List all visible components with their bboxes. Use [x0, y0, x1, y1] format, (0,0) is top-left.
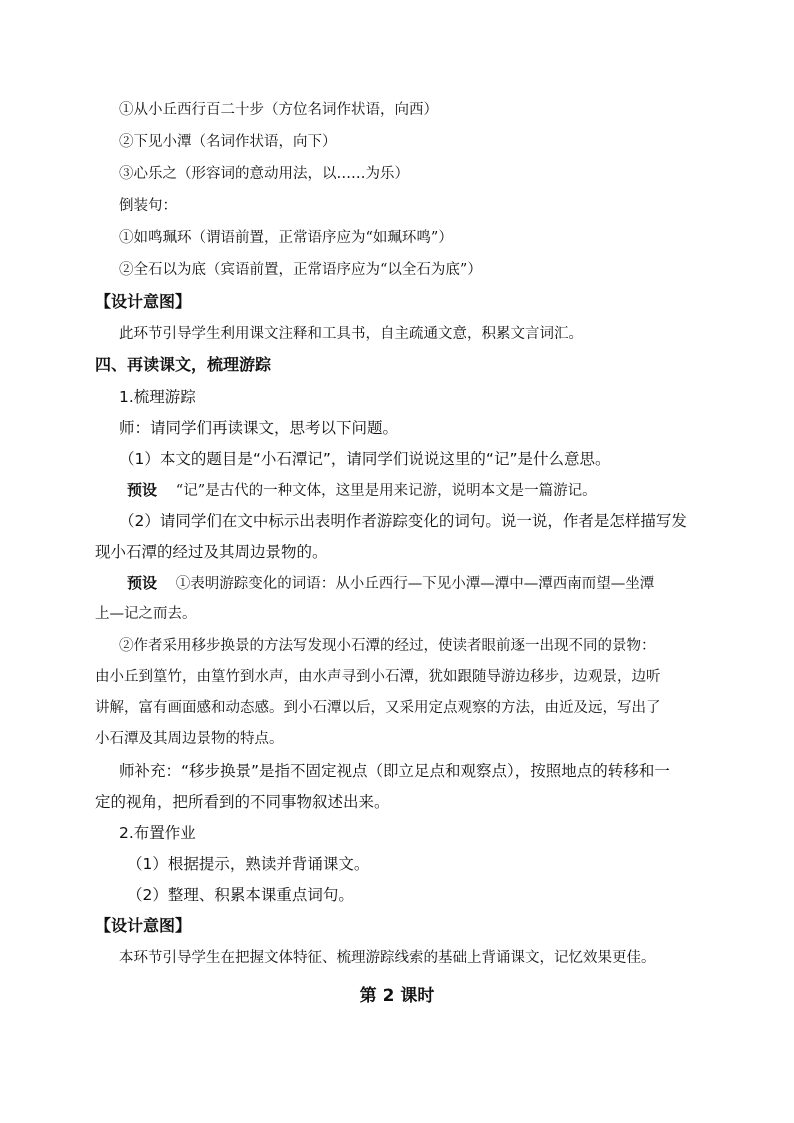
text-line: 2.布置作业	[119, 824, 196, 842]
text-line: 定的视角，把所看到的不同事物叙述出来。	[95, 793, 390, 811]
text-line: ①如鸣珮环（谓语前置，正常语序应为“如珮环鸣”）	[119, 230, 453, 246]
preset-text: “记”是古代的一种文体，这里是用来记游，说明本文是一篇游记。	[175, 483, 597, 499]
text-line: ①从小丘西行百二十步（方位名词作状语，向西）	[119, 102, 438, 118]
text-line: ②全石以为底（宾语前置，正常语序应为“以全石为底”）	[119, 262, 482, 278]
text-line: 1.梳理游踪	[119, 388, 196, 406]
text-line: 倒装句：	[119, 198, 177, 214]
text-line: 本环节引导学生在把握文体特征、梳理游踪线索的基础上背诵课文，记忆效果更佳。	[119, 950, 656, 966]
section-heading: 四、再读课文，梳理游踪	[95, 355, 272, 374]
text-line: 上—记之而去。	[95, 606, 197, 622]
preset-label: 预设	[127, 574, 158, 592]
text-line: 师：请同学们再读课文，思考以下问题。	[119, 419, 399, 437]
preset-answer	[127, 479, 597, 502]
text-line: 现小石潭的经过及其周边景物的。	[95, 543, 328, 561]
preset-text: ①表明游踪变化的词语：从小丘西行—下见小潭—潭中—潭西南而望—坐潭	[175, 576, 655, 592]
section-heading: 【设计意图】	[95, 916, 192, 935]
text-line: 师补充：“移步换景”是指不固定视点（即立足点和观察点），按照地点的转移和一	[119, 762, 670, 780]
text-line: ③心乐之（形容词的意动用法，以……为乐）	[119, 166, 409, 182]
text-line: （1）本文的题目是“小石潭记”，请同学们说说这里的“记”是什么意思。	[119, 450, 611, 468]
text-line: 此环节引导学生利用课文注释和工具书，自主疏通文意，积累文言词汇。	[119, 326, 583, 342]
text-line: ②下见小潭（名词作状语，向下）	[119, 134, 337, 150]
section-heading: 【设计意图】	[95, 292, 192, 311]
text-line: 小石潭及其周边景物的特点。	[95, 731, 284, 747]
text-line: （1）根据提示，熟读并背诵课文。	[127, 855, 370, 873]
text-line: （2）整理、积累本课重点词句。	[127, 886, 354, 904]
text-line: ②作者采用移步换景的方法写发现小石潭的经过，使读者眼前逐一出现不同的景物：	[119, 638, 656, 654]
preset-answer	[127, 572, 654, 595]
text-line: 讲解，富有画面感和动态感。到小石潭以后，又采用定点观察的方法，由近及远，写出了	[95, 700, 661, 716]
preset-label: 预设	[127, 481, 158, 499]
lesson-title: 第 2 课时	[359, 986, 435, 1006]
text-line: 由小丘到篁竹，由篁竹到水声，由水声寻到小石潭，犹如跟随导游边移步，边观景，边听	[95, 669, 661, 685]
text-line: （2）请同学们在文中标示出表明作者游踪变化的词句。说一说，作者是怎样描写发	[119, 512, 687, 530]
